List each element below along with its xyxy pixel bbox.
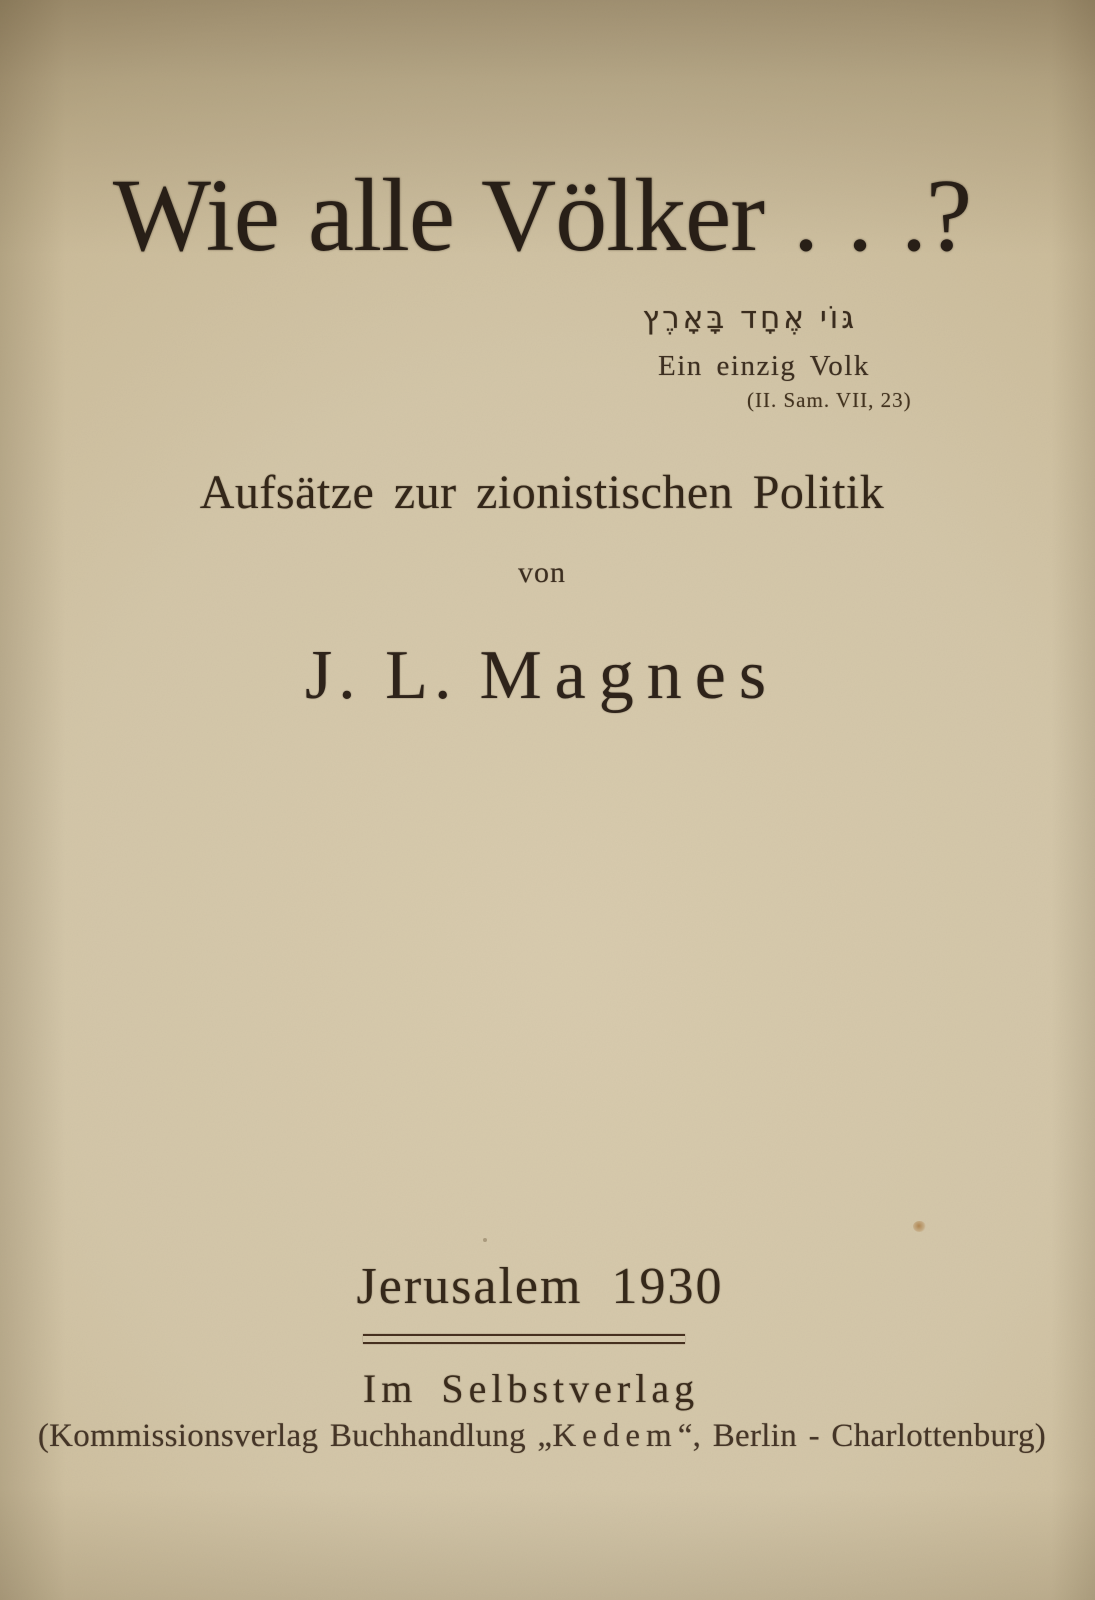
imprint-self-publisher: Im Selbstverlag xyxy=(362,1366,700,1411)
author-name xyxy=(0,637,1084,714)
motto-translation: Ein einzig Volk xyxy=(658,350,870,382)
imprint-commission-line xyxy=(0,1418,1084,1454)
paper-speck xyxy=(483,1238,487,1242)
hebrew-motto: גּוֹי אֶחָד בָּאָרֶץ xyxy=(642,300,857,336)
author-initials: J. L. xyxy=(304,637,458,714)
author-surname: Magnes xyxy=(479,637,780,714)
imprint-place-year: Jerusalem 1930 xyxy=(356,1258,724,1315)
commission-publisher-name: Kedem xyxy=(552,1418,678,1454)
book-subtitle: Aufsätze zur zionistischen Politik xyxy=(199,466,885,519)
commission-suffix: “, Berlin - Charlottenburg) xyxy=(677,1418,1047,1454)
commission-prefix: (Kommissionsverlag Buchhandlung „ xyxy=(37,1418,553,1454)
foxing-stain xyxy=(913,1221,926,1232)
byline-von: von xyxy=(518,556,566,589)
book-title: Wie alle Völker . . .? xyxy=(112,158,972,273)
motto-citation: (II. Sam. VII, 23) xyxy=(747,388,912,412)
double-rule-divider xyxy=(363,1334,685,1344)
